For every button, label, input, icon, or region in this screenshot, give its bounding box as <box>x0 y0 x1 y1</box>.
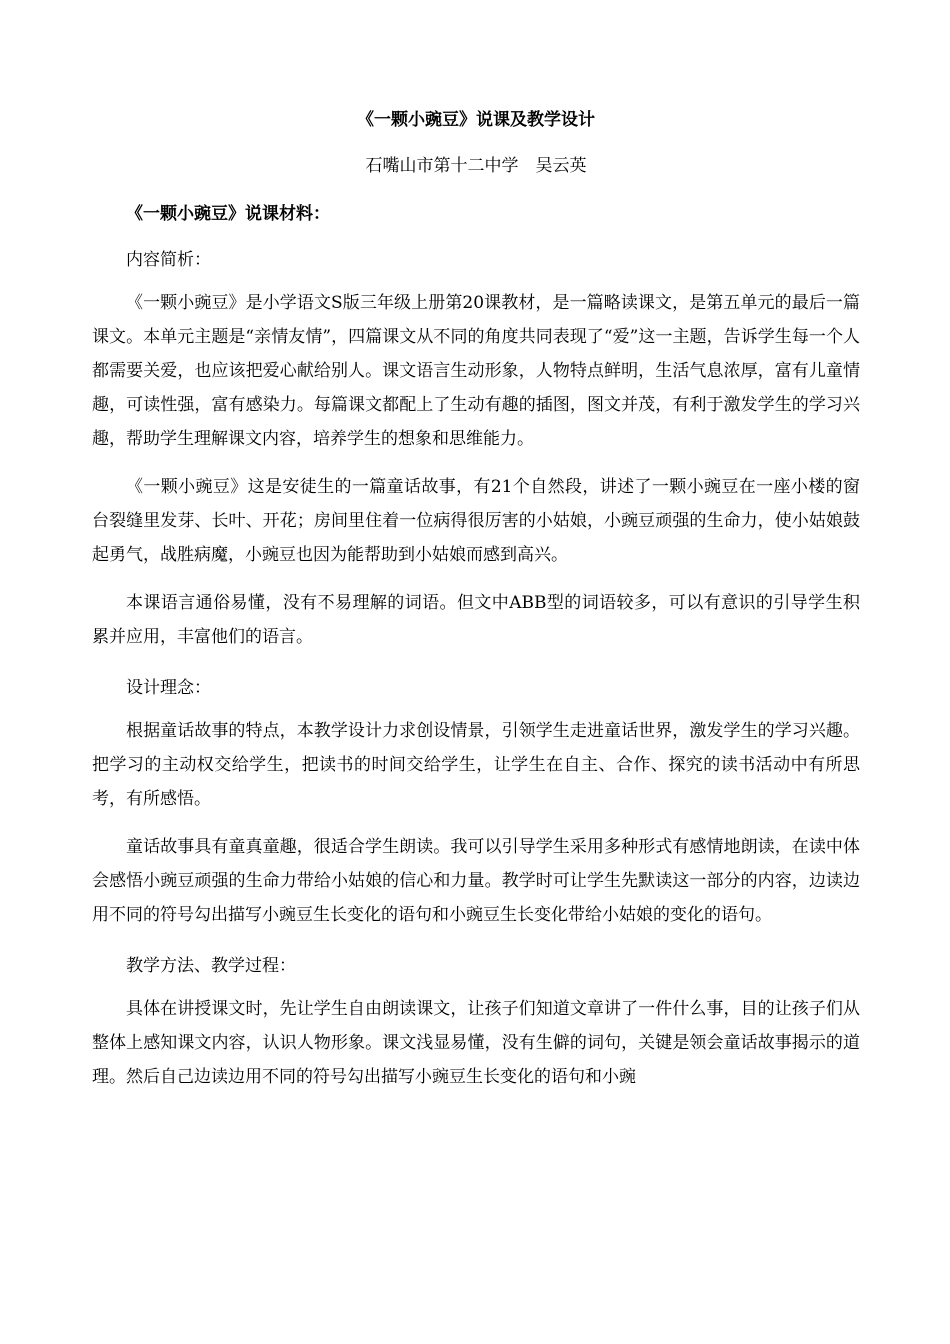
subheading-design-concept: 设计理念： <box>126 678 211 698</box>
paragraph: 根据童话故事的特点，本教学设计力求创设情景，引领学生走进童话世界，激发学生的学习兴趣。把学习的主动权交给学生，把读书的时间交给学生，让学生在自主、合作、探究的读书活动中有所思考，有所感悟。 <box>92 721 860 809</box>
section-heading: 《一颗小豌豆》说课材料： <box>126 204 330 224</box>
paragraph: 具体在讲授课文时，先让学生自由朗读课文，让孩子们知道文章讲了一件什么事，目的让孩子们从整体上感知课文内容，认识人物形象。课文浅显易懂，没有生僻的词句，关键是领会童话故事揭示的道理。然后自己边读边用不同的符号勾出描写小豌豆生长变化的语句和小豌 <box>92 999 860 1087</box>
subheading-content-analysis: 内容简析： <box>126 250 211 270</box>
paragraph: 本课语言通俗易懂，没有不易理解的词语。但文中ABB型的词语较多，可以有意识的引导学生积累并应用，丰富他们的语言。 <box>92 593 860 647</box>
document-title: 《一颗小豌豆》说课及教学设计 <box>357 110 595 130</box>
paragraph: 童话故事具有童真童趣，很适合学生朗读。我可以引导学生采用多种形式有感情地朗读，在读中体会感悟小豌豆顽强的生命力带给小姑娘的信心和力量。教学时可让学生先默读这一部分的内容，边读边用不同的符号勾出描写小豌豆生长变化的语句和小豌豆生长变化带给小姑娘的变化的语句。 <box>92 837 860 925</box>
document-page <box>92 108 860 1094</box>
paragraph: 《一颗小豌豆》这是安徒生的一篇童话故事，有21个自然段，讲述了一颗小豌豆在一座小楼的窗台裂缝里发芽、长叶、开花；房间里住着一位病得很厉害的小姑娘，小豌豆顽强的生命力，使小姑娘鼓起勇气，战胜病魔，小豌豆也因为能帮助到小姑娘而感到高兴。 <box>92 477 860 565</box>
author-line: 石嘴山市第十二中学 吴云英 <box>365 156 587 176</box>
paragraph: 《一颗小豌豆》是小学语文S版三年级上册第20课教材，是一篇略读课文，是第五单元的最后一篇课文。本单元主题是“亲情友情”，四篇课文从不同的角度共同表现了“爱”这一主题，告诉学生每一个人都需要关爱，也应该把爱心献给别人。课文语言生动形象，人物特点鲜明，生活气息浓厚，富有儿童情趣，可读性强，富有感染力。每篇课文都配上了生动有趣的插图，图文并茂，有利于激发学生的学习兴趣，帮助学生理解课文内容，培养学生的想象和思维能力。 <box>92 293 860 449</box>
subheading-teaching-method: 教学方法、教学过程： <box>126 956 296 976</box>
